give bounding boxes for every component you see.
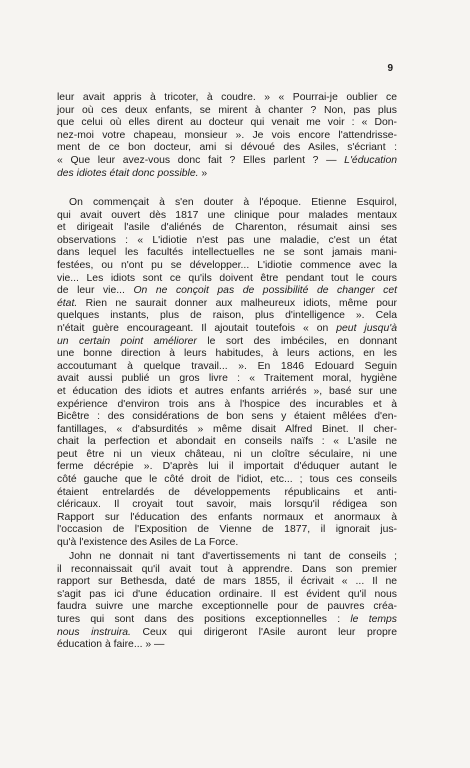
text-line	[57, 537, 397, 550]
text-segment: cléricaux. Il croyait tout savoir, mais lorsqu'il rédigea son	[57, 499, 397, 511]
text-segment: ferme décrépie ». D'après lui il importait d'éduquer autant le	[57, 461, 397, 473]
text-line	[57, 589, 397, 602]
text-segment: Rien ne saurait donner aux malheureux idiots, même pour	[77, 297, 397, 309]
text-segment: éducation à faire... » —	[57, 639, 165, 651]
text-segment: l'occasion de l'Exposition de Vienne de 1877, il ignorait jus-	[57, 524, 397, 536]
text-segment: qui avait ouvert dès 1817 une clinique pour malades mentaux	[57, 209, 397, 221]
text-segment: avait aussi publié un gros livre : « Traitement moral, hygiène	[57, 373, 397, 385]
text-segment: il reconnaissait qu'il avait tout à apprendre. Dans son premier	[57, 563, 397, 575]
text-segment: une bonne direction à leurs habitudes, à leurs actions, en les	[57, 348, 397, 360]
text-line	[57, 601, 397, 614]
text-line	[57, 210, 397, 223]
text-segment: accoutumant à quelque travail... ». En 1846 Edouard Seguin	[57, 360, 397, 372]
text-segment: nez-moi votre chapeau, monsieur ». Je vois encore l'attendrisse-	[57, 129, 397, 141]
text-line	[57, 222, 397, 235]
text-line	[57, 499, 397, 512]
text-segment: expérience d'environ trois ans à l'hospice des incurables et à	[57, 398, 397, 410]
text-segment: de leur vie...	[57, 285, 134, 297]
italic-text: peut jusqu'à	[336, 322, 397, 334]
text-line	[57, 639, 397, 652]
text-segment: observations : « L'idiotie n'est pas une maladie, c'est un état	[57, 234, 397, 246]
paragraph-1	[57, 92, 397, 180]
text-segment: jour où ces deux enfants, se mirent à chanter ? Non, pas plus	[57, 104, 397, 116]
text-line	[57, 92, 397, 105]
text-line	[57, 105, 397, 118]
text-segment: « Que leur avez-vous donc fait ? Elles parlent ? —	[57, 154, 345, 166]
text-segment: ment de ce bon docteur, ami si dévoué des Asiles, s'écriant :	[57, 142, 397, 154]
text-segment: faudra suivre une marche exceptionnelle pour de pauvres créa-	[57, 601, 397, 613]
text-segment: dans lequel les facultés intellectuelles ne se sont jamais mani-	[57, 247, 397, 259]
text-segment: qu'à l'existence des Asiles de La Force.	[57, 537, 239, 549]
italic-text: L'éducation	[344, 154, 397, 166]
text-line	[57, 197, 397, 210]
italic-text: des idiotes était donc possible.	[57, 167, 199, 179]
text-segment: Rapport sur l'éducation des enfants normaux et anormaux à	[57, 511, 397, 523]
text-line	[57, 336, 397, 349]
text-line	[57, 411, 397, 424]
text-line	[57, 576, 397, 589]
text-line	[57, 310, 397, 323]
text-line	[57, 130, 397, 143]
paragraph-3	[57, 551, 397, 652]
text-line	[57, 424, 397, 437]
text-segment: fantillages, « d'absurdités » même disait Alfred Binet. Il cher-	[57, 423, 397, 435]
text-segment: et dirigeait l'asile d'aliénés de Charenton, résumait ainsi ses	[57, 222, 397, 234]
text-segment: et éducation des idiots et autres enfants arriérés », basé sur une	[57, 385, 397, 397]
text-segment: rapport sur Bethesda, daté de mars 1855, il écrivait « ... Il ne	[57, 576, 397, 588]
text-line	[57, 323, 397, 336]
text-segment: peut être ni un vieux château, ni un cloître séculaire, ni une	[57, 448, 397, 460]
paragraph-2	[57, 197, 397, 550]
text-segment: leur avait appris à tricoter, à coudre. » « Pourrai-je oublier ce	[57, 92, 397, 103]
text-line	[57, 373, 397, 386]
page-number: 9	[387, 63, 393, 74]
text-segment: Ceux qui dirigeront l'Asile auront leur propre	[130, 626, 397, 638]
text-segment: étaient entrelardés de développements républicains et anti-	[57, 486, 397, 498]
text-line	[57, 627, 397, 640]
text-segment: festées, ou n'ont pu se développer... L'idiotie commence avec la	[57, 259, 397, 271]
text-line	[57, 461, 397, 474]
text-line	[57, 168, 397, 181]
text-segment: que celui où elles dirent au docteur qui venait me voir : « Don-	[57, 117, 397, 129]
italic-text: On ne conçoit pas de possibilité de changer cet	[133, 285, 397, 297]
italic-text: état.	[57, 297, 78, 309]
text-line	[57, 361, 397, 374]
text-line	[57, 524, 397, 537]
italic-text: un certain point améliorer	[57, 335, 197, 347]
italic-text: nous instruira.	[57, 626, 131, 638]
text-line	[57, 348, 397, 361]
text-segment: John ne donnait ni tant d'avertissements ni tant de conseils ;	[69, 551, 397, 562]
text-line	[57, 436, 397, 449]
text-segment: »	[198, 167, 208, 179]
text-line	[57, 551, 397, 564]
text-line	[57, 285, 397, 298]
text-line	[57, 487, 397, 500]
text-segment: quelques instants, plus de raison, plus d'intelligence ». Cela	[57, 310, 397, 322]
text-segment: s'agit pas ici d'une éducation ordinaire. Il est évident qu'il nous	[57, 588, 397, 600]
text-line	[57, 386, 397, 399]
text-line	[57, 155, 397, 168]
text-segment: On commençait à s'en douter à l'époque. Etienne Esquirol,	[69, 197, 397, 208]
text-segment: côté gauche que le côté droit de l'idiot, etc... ; tous ces conseils	[57, 474, 397, 486]
text-line	[57, 117, 397, 130]
text-segment: Bicêtre : des considérations de bon sens y étaient mêlées d'en-	[57, 411, 397, 423]
text-segment: le sort des imbéciles, en donnant	[196, 335, 398, 347]
text-segment: n'était guère encourageant. Il ajoutait toutefois « on	[57, 322, 337, 334]
italic-text: le temps	[350, 613, 397, 625]
text-line	[57, 512, 397, 525]
text-line	[57, 614, 397, 627]
text-line	[57, 564, 397, 577]
text-line	[57, 298, 397, 311]
text-line	[57, 260, 397, 273]
text-segment: vie... Les idiots sont ce qu'ils doivent être pendant tout le cours	[57, 272, 397, 284]
text-line	[57, 142, 397, 155]
text-line	[57, 273, 397, 286]
text-line	[57, 449, 397, 462]
text-segment: tures qui sont dans des positions exceptionnelles :	[57, 613, 351, 625]
text-line	[57, 235, 397, 248]
text-line	[57, 399, 397, 412]
text-line	[57, 247, 397, 260]
text-segment: chait la perfection et abondait en conseils naïfs : « L'asile ne	[57, 436, 397, 448]
text-line	[57, 474, 397, 487]
